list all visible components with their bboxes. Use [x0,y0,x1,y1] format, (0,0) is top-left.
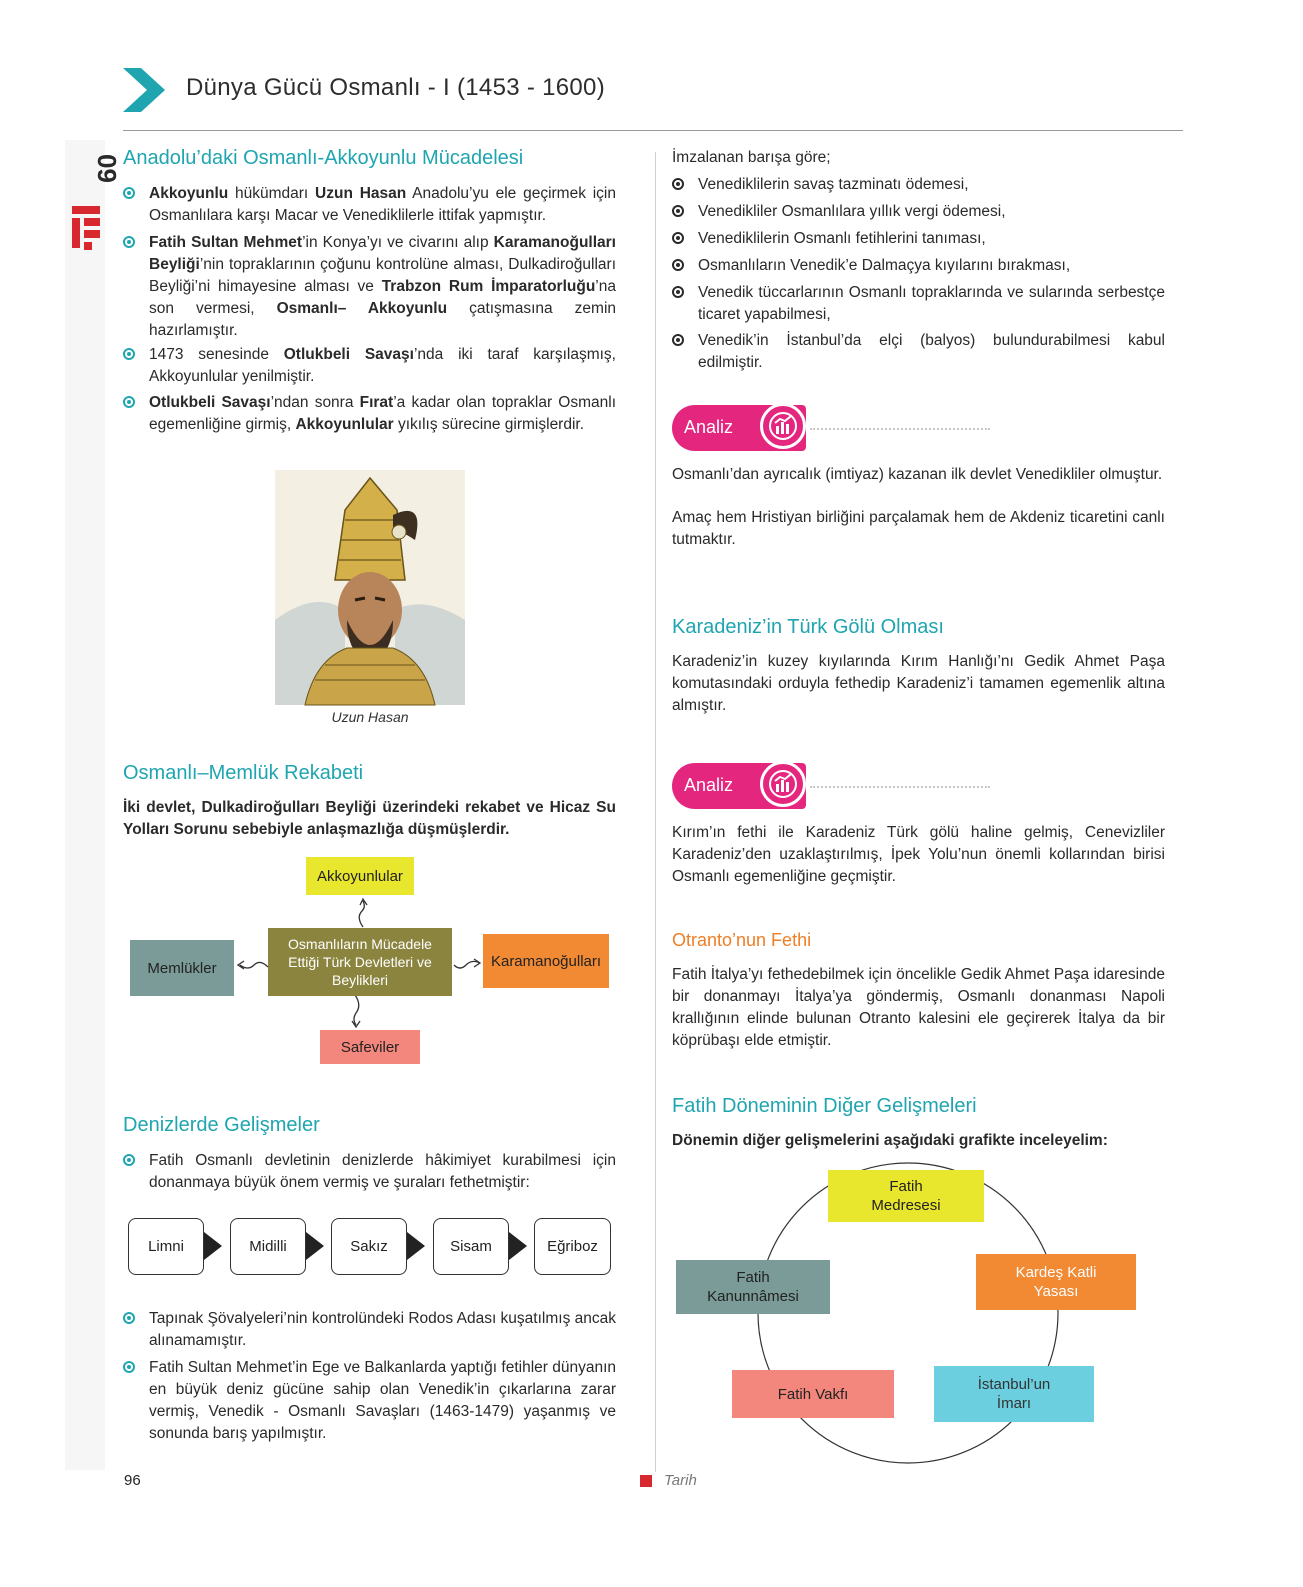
node-fatih-vakfi: Fatih Vakfı [732,1370,894,1418]
arrow-icon [204,1232,222,1260]
diagram-memlukler: Memlükler [130,940,234,996]
list-item: Fatih Sultan Mehmet’in Konya’yı ve civarını alıp Karamanoğulları Beyliği’nin topraklarının çoğunu kontrolüne alması, Dulkadiroğulları Beyliği’ni himayesine alması ve Trabzon Rum İmparatorluğu’na son vermesi, Osmanlı– Akkoyunlu çatışmasına zemin hazırlamıştır. [123,232,616,342]
list-item: Venedik’in İstanbul’da elçi (balyos) bulundurabilmesi kabul edilmiştir. [672,330,1165,374]
bullet-icon [123,1154,135,1166]
list-item: Venedik tüccarlarının Osmanlı topraklarında ve sularında serbestçe ticaret yapabilmesi, [672,282,1165,326]
island-midilli: Midilli [230,1218,306,1275]
list-item: Tapınak Şövalyeleri’nin kontrolündeki Rodos Adası kuşatılmış ancak alınamamıştır. [123,1308,616,1352]
diagram-akkoyunlular: Akkoyunlular [306,857,414,895]
analiz1-text: Osmanlı’dan ayrıcalık (imtiyaz) kazanan ilk devlet Venedikliler olmuştur. [672,466,1163,483]
bullet-icon [672,232,684,244]
bullet-icon [123,187,135,199]
list-item: 1473 senesinde Otlukbeli Savaşı’nda iki taraf karşılaşmış, Akkoyunlular yenilmiştir. [123,344,616,388]
node-istanbul-imari: İstanbul’un İmarı [934,1366,1094,1422]
bullet-icon [123,396,135,408]
bullet-icon [672,286,684,298]
side-tab [65,140,105,1470]
footer-marker [640,1475,652,1487]
bullet-icon [123,236,135,248]
analiz2-text: Kırım’ın fethi ile Karadeniz Türk gölü haline gelmiş, Cenevizliler Karadeniz’den uzaklaştırılmış, İpek Yolu’nun önemli kollarından birisi Osmanlı egemenliğine geçmiştir. [672,824,1165,885]
arrow-icon [407,1232,425,1260]
list-item: Venediklilerin Osmanlı fetihlerini tanıması, [672,228,1165,250]
chart-icon [760,403,806,449]
analiz1-text-b: Amaç hem Hristiyan birliğini parçalamak hem de Akdeniz ticaretini canlı tutmaktır. [672,509,1165,548]
list-item: Venedikliler Osmanlılara yıllık vergi ödemesi, [672,201,1165,223]
node-kardes-katli: Kardeş Katli Yasası [976,1254,1136,1310]
bullet-icon [123,1312,135,1324]
analiz-dots [810,428,990,430]
page-title: Dünya Gücü Osmanlı - I (1453 - 1600) [186,74,605,101]
footer-subject: Tarih [664,1472,697,1489]
island-limni: Limni [128,1218,204,1275]
section-heading-otranto: Otranto’nun Fethi [672,930,812,950]
fasikul-side-label [60,150,122,254]
section-heading-fatih-diger: Fatih Döneminin Diğer Gelişmeleri [672,1095,977,1117]
section-heading-karadeniz: Karadeniz’in Türk Gölü Olması [672,616,944,638]
fasikul-number: 09 [92,154,122,183]
section-heading-denizler: Denizlerde Gelişmeler [123,1114,320,1136]
diagram-karamanogullari: Karamanoğulları [483,934,609,988]
column-divider [655,152,656,1472]
bullet-icon [123,1361,135,1373]
arrow-icon [509,1232,527,1260]
memluk-text: İki devlet, Dulkadiroğulları Beyliği üzerindeki rekabet ve Hicaz Su Yolları Sorunu sebebiyle anlaşmazlığa düşmüşlerdir. [123,799,616,838]
node-fatih-medresesi: Fatih Medresesi [828,1170,984,1222]
diagram-center-box: Osmanlıların Mücadele Ettiği Türk Devletleri ve Beylikleri [268,928,452,996]
portrait-caption: Uzun Hasan [331,709,409,725]
bullet-icon [672,334,684,346]
island-sisam: Sisam [433,1218,509,1275]
peace-intro: İmzalanan barışa göre; [672,149,831,166]
section-heading-akkoyunlu: Anadolu’daki Osmanlı-Akkoyunlu Mücadelesi [123,147,524,169]
node-fatih-kanunnamesi: Fatih Kanunnâmesi [676,1260,830,1314]
list-item: Venediklilerin savaş tazminatı ödemesi, [672,174,1165,196]
karadeniz-text: Karadeniz’in kuzey kıyılarında Kırım Hanlığı’nı Gedik Ahmet Paşa komutasındaki orduyla fethedip Karadeniz’i tamamen egemenlik altına almıştır. [672,653,1165,714]
uzun-hasan-portrait [275,470,465,705]
bullet-icon [672,205,684,217]
analiz-badge: Analiz [672,405,806,451]
bullet-icon [672,178,684,190]
list-item: Fatih Sultan Mehmet’in Ege ve Balkanlarda yaptığı fetihler dünyanın en büyük deniz gücüne sahip olan Venedik’in çıkarlarına zarar vermiş, Venedik - Osmanlı Savaşları (1463-1479) yaşanmış ve sonunda barış yapılmıştır. [123,1357,616,1445]
list-item: Akkoyunlu hükümdarı Uzun Hasan Anadolu’yu ele geçirmek için Osmanlılara karşı Macar ve Venediklilerle ittifak yapmıştır. [123,183,616,227]
arrow-icon [306,1232,324,1260]
header-divider [123,130,1183,131]
page-number: 96 [124,1472,141,1489]
bullet-icon [672,259,684,271]
otranto-text: Fatih İtalya’yı fethedebilmek için öncelikle Gedik Ahmet Paşa idaresinde bir donanmayı İtalya’ya göndermiş, Osmanlı donanması Napoli krallığının elinde bulunan Otranto kalesini ele geçirerek İtalya da bir köprübaşı elde etmiştir. [672,966,1165,1049]
list-item: Otlukbeli Savaşı’ndan sonra Fırat’a kadar olan topraklar Osmanlı egemenliğine girmiş, Akkoyunlular yıkılış sürecine girmişlerdir. [123,392,616,436]
fatih-diger-text: Dönemin diğer gelişmelerini aşağıdaki grafikte inceleyelim: [672,1132,1108,1149]
bullet-icon [123,348,135,360]
analiz-dots [810,786,990,788]
list-item: Fatih Osmanlı devletinin denizlerde hâkimiyet kurabilmesi için donanmaya büyük önem vermiş ve şuraları fethetmiştir: [123,1150,616,1194]
section-heading-memluk: Osmanlı–Memlük Rekabeti [123,762,364,784]
analiz-badge: Analiz [672,763,806,809]
island-egriboz: Eğriboz [534,1218,611,1275]
chevron-logo-icon [123,68,165,112]
diagram-safeviler: Safeviler [320,1030,420,1064]
island-sakiz: Sakız [331,1218,407,1275]
chart-icon [760,761,806,807]
list-item: Osmanlıların Venedik’e Dalmaçya kıyılarını bırakması, [672,255,1165,277]
